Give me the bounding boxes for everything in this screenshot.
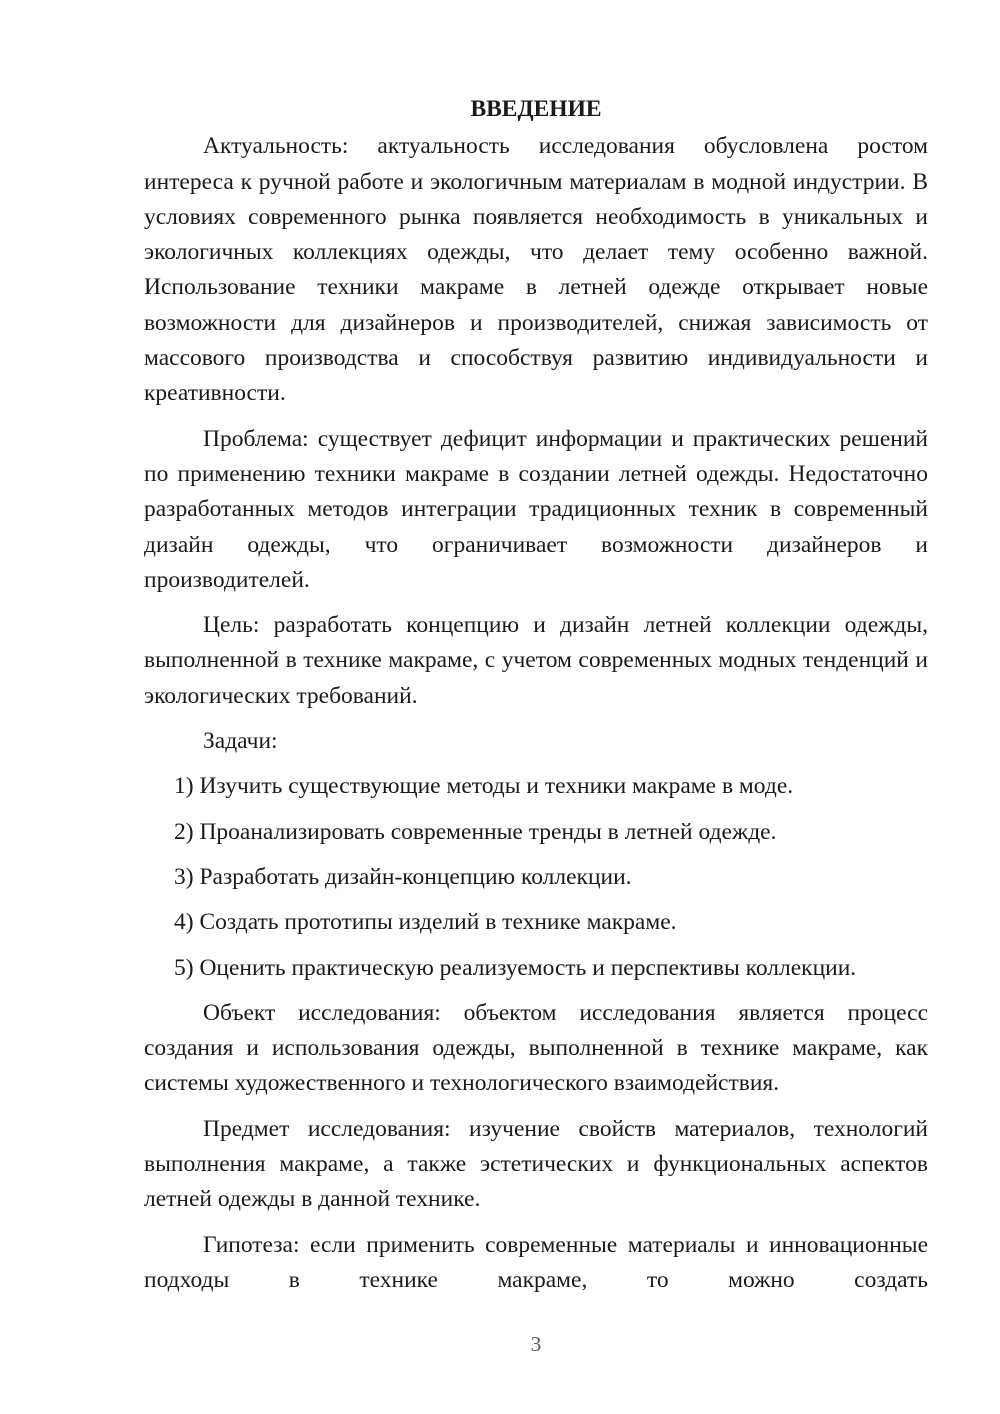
task-item: 5) Оценить практическую реализуемость и перспективы коллекции. [174, 954, 857, 981]
paragraph-hypothesis: Гипотеза: если применить современные материалы и инновационные подходы в технике макраме, то можно создать [144, 1231, 928, 1293]
paragraph-object: Объект исследования: объектом исследования является процесс создания и использования одежды, выполненной в технике макраме, как системы художественного и технологического взаимодействия. [144, 999, 928, 1097]
paragraph-goal: Цель: разработать концепцию и дизайн летней коллекции одежды, выполненной в технике макраме, с учетом современных модных тенденций и экологических требований. [144, 612, 928, 709]
task-item: 1) Изучить существующие методы и техники макраме в моде. [174, 773, 794, 800]
task-list [144, 769, 928, 985]
task-item: 2) Проанализировать современные тренды в летней одежде. [174, 818, 777, 845]
task-item: 3) Разработать дизайн-концепцию коллекции. [174, 863, 632, 890]
page-heading: ВВЕДЕНИЕ [470, 96, 602, 122]
task-item: 4) Создать прототипы изделий в технике макраме. [174, 909, 677, 936]
page-number: 3 [530, 1332, 542, 1356]
paragraph-subject: Предмет исследования: изучение свойств материалов, технологий выполнения макраме, а также эстетических и функциональных аспектов летней одежды в данной технике. [144, 1115, 928, 1213]
tasks-label: Задачи: [203, 728, 278, 755]
page-content [144, 92, 928, 1298]
paragraph-relevance: Актуальность: актуальность исследования обусловлена ростом интереса к ручной работе и экологичным материалам в модной индустрии. В условиях современного рынка появляется необходимость в уникальных и экологичных коллекциях одежды, что делает тему особенно важной. Использование техники макраме в летней одежде открывает новые возможности для дизайнеров и производителей, снижая зависимость от массового производства и способствуя развитию индивидуальности и креативности. [144, 133, 928, 407]
paragraph-problem: Проблема: существует дефицит информации и практических решений по применению техники макраме в создании летней одежды. Недостаточно разработанных методов интеграции традиционных техник в современный дизайн одежды, что ограничивает возможности дизайнеров и производителей. [144, 425, 928, 593]
